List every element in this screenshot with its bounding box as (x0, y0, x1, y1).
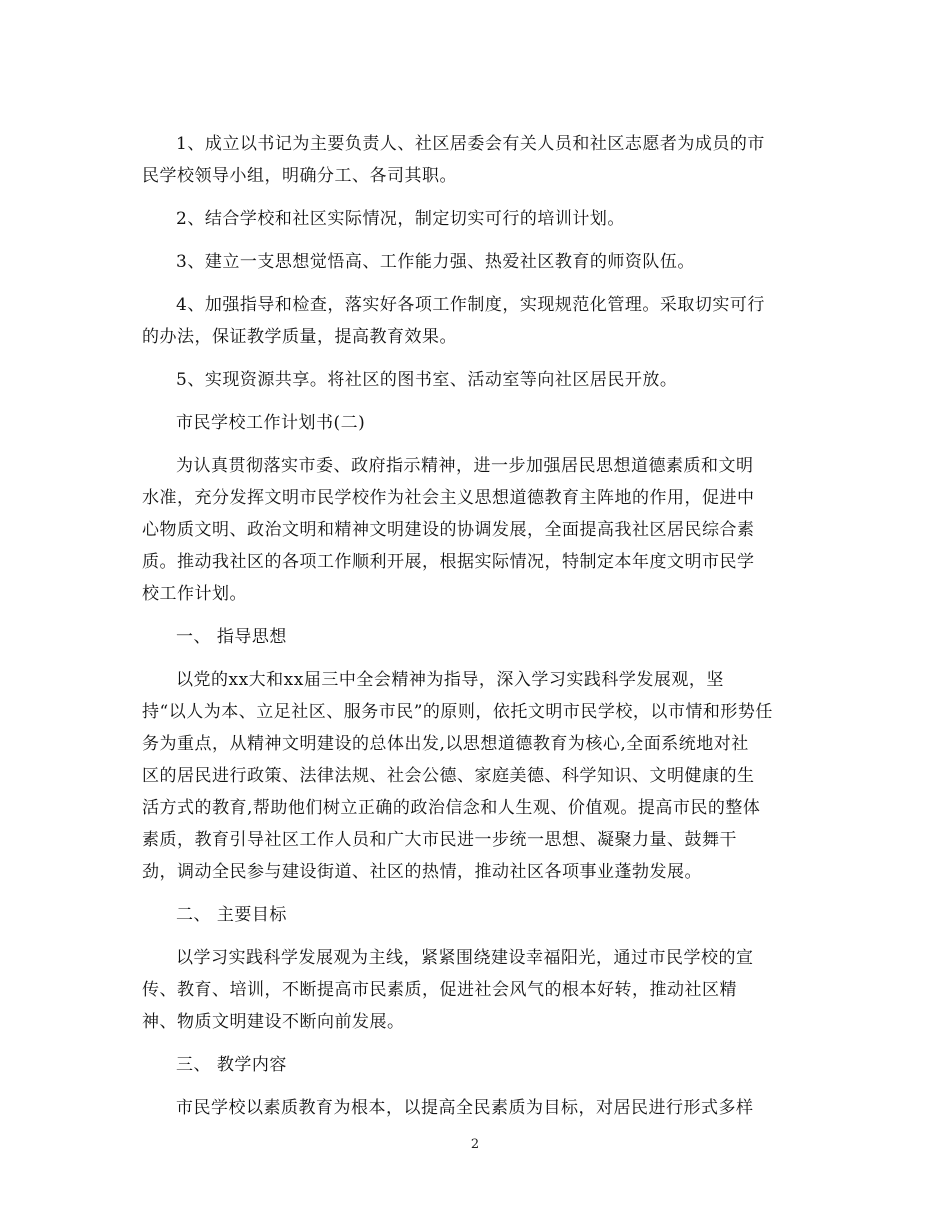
section-title-2 (142, 407, 812, 439)
text-line: 以党的xx大和xx届三中全会精神为指导，深入学习实践科学发展观，坚 (176, 670, 724, 690)
document-body (142, 128, 812, 1135)
text-line: 劲，调动全民参与建设街道、社区的热情，推动社区各项事业蓬勃发展。 (142, 862, 702, 882)
text-line: 5、实现资源共享。将社区的图书室、活动室等向社区居民开放。 (176, 370, 678, 390)
text-line: 3、建立一支思想觉悟高、工作能力强、热爱社区教育的师资队伍。 (176, 252, 695, 272)
text-line: 区的居民进行政策、法律法规、社会公德、家庭美德、科学知识、文明健康的生 (142, 766, 755, 786)
para-item-2 (142, 203, 812, 235)
text-line: 务为重点，从精神文明建设的总体出发,以思想道德教育为核心,全面系统地对社 (142, 734, 749, 754)
text-line: 心物质文明、政治文明和精神文明建设的协调发展，全面提高我社区居民综合素 (142, 520, 755, 540)
para-teaching-content (142, 1092, 812, 1124)
text-line: 二、 主要目标 (176, 905, 287, 925)
text-line: 2、结合学校和社区实际情况，制定切实可行的培训计划。 (176, 209, 625, 229)
text-line: 素质，教育引导社区工作人员和广大市民进一步统一思想、凝聚力量、鼓舞干 (142, 830, 737, 850)
text-line: 一、 指导思想 (176, 627, 287, 647)
text-line: 质。推动我社区的各项工作顺利开展，根据实际情况，特制定本年度文明市民学 (142, 552, 755, 572)
text-line: 市民学校工作计划书(二) (176, 413, 366, 433)
para-item-1 (142, 128, 812, 192)
text-line: 4、加强指导和检查，落实好各项工作制度，实现规范化管理。采取切实可行 (176, 295, 765, 315)
text-line: 的办法，保证教学质量，提高教育效果。 (142, 327, 457, 347)
heading-main-goals (142, 899, 812, 931)
text-line: 1、成立以书记为主要负责人、社区居委会有关人员和社区志愿者为成员的市 (176, 134, 765, 154)
text-line: 神、物质文明建设不断向前发展。 (142, 1012, 405, 1032)
para-main-goals (142, 942, 812, 1038)
text-line: 三、 教学内容 (176, 1055, 287, 1075)
para-item-4 (142, 289, 812, 353)
text-line: 以学习实践科学发展观为主线，紧紧围绕建设幸福阳光，通过市民学校的宣 (176, 948, 754, 968)
para-item-3 (142, 246, 812, 278)
heading-guiding-ideology (142, 621, 812, 653)
heading-teaching-content (142, 1049, 812, 1081)
page-number: 2 (470, 1137, 480, 1152)
para-item-5 (142, 364, 812, 396)
para-guiding-ideology (142, 664, 812, 888)
text-line: 活方式的教育,帮助他们树立正确的政治信念和人生观、价值观。提高市民的整体 (142, 798, 761, 818)
text-line: 市民学校以素质教育为根本，以提高全民素质为目标，对居民进行形式多样 (176, 1098, 754, 1118)
text-line: 水准，充分发挥文明市民学校作为社会主义思想道德教育主阵地的作用，促进中 (142, 488, 755, 508)
text-line: 民学校领导小组，明确分工、各司其职。 (142, 166, 457, 186)
text-line: 校工作计划。 (142, 584, 247, 604)
text-line: 持“以人为本、立足社区、服务市民”的原则，依托文明市民学校，以市情和形势任 (142, 702, 773, 722)
para-intro (142, 450, 812, 610)
text-line: 传、教育、培训，不断提高市民素质，促进社会风气的根本好转，推动社区精 (142, 980, 737, 1000)
text-line: 为认真贯彻落实市委、政府指示精神，进一步加强居民思想道德素质和文明 (176, 456, 754, 476)
